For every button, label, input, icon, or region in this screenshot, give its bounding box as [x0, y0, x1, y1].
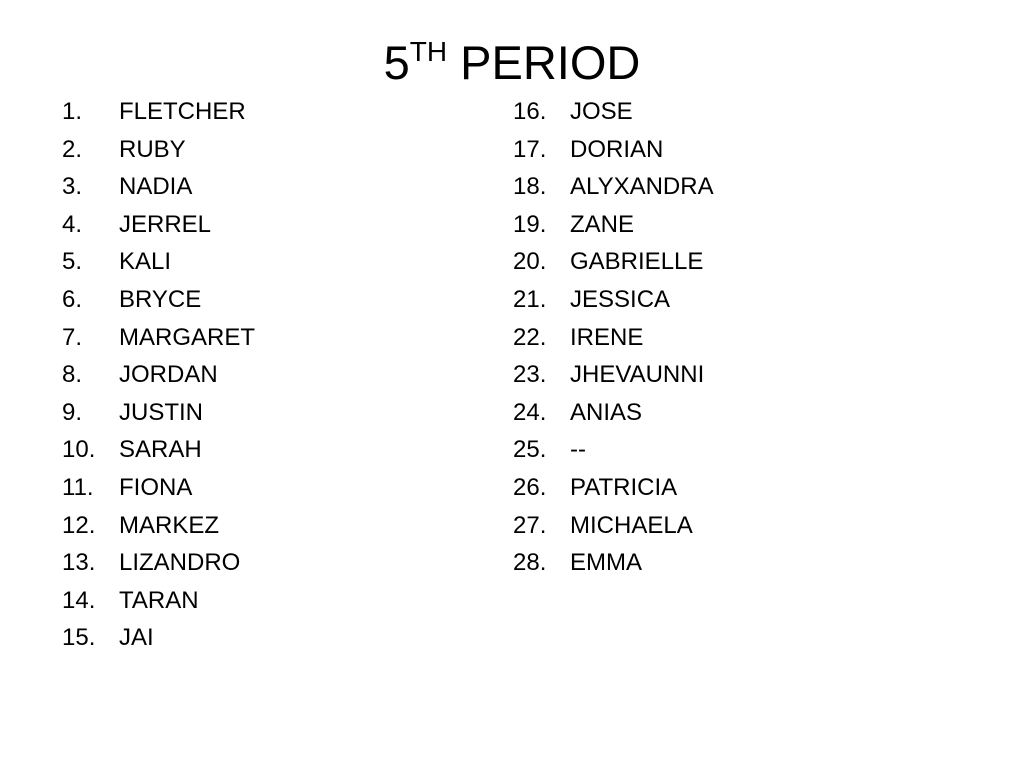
list-item-number: 17.: [513, 135, 547, 163]
list-item-number: 7.: [62, 323, 83, 351]
list-item: [62, 93, 255, 131]
list-item-number: 25.: [513, 436, 547, 464]
roster-column-left: [62, 93, 255, 657]
list-item-name: RUBY: [119, 135, 186, 163]
list-item: [513, 507, 714, 545]
list-item-number: 28.: [513, 549, 547, 577]
list-item: [513, 168, 714, 206]
list-item-number: 8.: [62, 361, 83, 389]
list-item-name: JORDAN: [119, 361, 218, 389]
list-item: [513, 93, 714, 131]
list-item-number: 6.: [62, 285, 83, 313]
list-item-name: MARKEZ: [119, 511, 220, 539]
list-item-number: 4.: [62, 210, 83, 238]
list-item-name: GABRIELLE: [570, 248, 704, 276]
list-item-name: LIZANDRO: [119, 549, 241, 577]
list-item: [62, 243, 255, 281]
title-rest: PERIOD: [447, 36, 641, 89]
list-item: [513, 431, 714, 469]
list-item-number: 9.: [62, 398, 83, 426]
list-item: [513, 281, 714, 319]
list-item-number: 26.: [513, 473, 547, 501]
list-item-name: ANIAS: [570, 398, 643, 426]
list-item: [513, 319, 714, 357]
list-item: [513, 544, 714, 582]
roster-column-right: [513, 93, 714, 582]
list-item-name: NADIA: [119, 173, 193, 201]
list-item: [513, 469, 714, 507]
list-item: [62, 431, 255, 469]
title-superscript: TH: [409, 36, 448, 67]
list-item-name: JUSTIN: [119, 398, 203, 426]
list-item-number: 12.: [62, 511, 96, 539]
list-item-name: MARGARET: [119, 323, 256, 351]
list-item-number: 18.: [513, 173, 547, 201]
list-item-name: TARAN: [119, 586, 199, 614]
list-item: [513, 394, 714, 432]
list-item-name: EMMA: [570, 549, 642, 577]
list-item: [62, 168, 255, 206]
list-item-number: 27.: [513, 511, 547, 539]
page-title: [0, 34, 1024, 92]
list-item: [62, 469, 255, 507]
list-item: [62, 319, 255, 357]
list-item-number: 16.: [513, 98, 547, 125]
list-item-number: 1.: [62, 98, 83, 125]
list-item-number: 13.: [62, 549, 96, 577]
list-item-number: 15.: [62, 624, 96, 652]
list-item-name: ZANE: [570, 210, 635, 238]
list-item-number: 5.: [62, 248, 83, 276]
list-item: [62, 507, 255, 545]
list-item-name: FLETCHER: [119, 98, 246, 125]
list-item: [62, 131, 255, 169]
list-item-number: 23.: [513, 361, 547, 389]
list-item-name: FIONA: [119, 473, 193, 501]
list-item: [513, 243, 714, 281]
list-item-number: 20.: [513, 248, 547, 276]
list-item: [62, 582, 255, 620]
list-item-name: JERREL: [119, 210, 212, 238]
list-item-number: 10.: [62, 436, 96, 464]
list-item: [62, 281, 255, 319]
list-item: [62, 206, 255, 244]
list-item-number: 24.: [513, 398, 547, 426]
list-item: [62, 544, 255, 582]
list-item: [62, 394, 255, 432]
list-item-name: JOSE: [570, 98, 633, 125]
list-item-number: 22.: [513, 323, 547, 351]
list-item-name: IRENE: [570, 323, 644, 351]
list-item-name: KALI: [119, 248, 172, 276]
list-item-number: 3.: [62, 173, 83, 201]
list-item-number: 19.: [513, 210, 547, 238]
list-item-number: 11.: [62, 473, 94, 501]
list-item-name: JESSICA: [570, 285, 671, 313]
list-item: [62, 356, 255, 394]
list-item-name: JHEVAUNNI: [570, 361, 705, 389]
list-item-number: 21.: [513, 285, 547, 313]
list-item-name: MICHAELA: [570, 511, 693, 539]
list-item-name: JAI: [119, 624, 154, 652]
list-item-name: BRYCE: [119, 285, 202, 313]
list-item-name: PATRICIA: [570, 473, 678, 501]
list-item-number: 2.: [62, 135, 83, 163]
list-item: [62, 619, 255, 657]
list-item-name: SARAH: [119, 436, 202, 464]
list-item: [513, 206, 714, 244]
list-item: [513, 131, 714, 169]
title-main: 5: [383, 36, 410, 89]
list-item: [513, 356, 714, 394]
list-item-name: ALYXANDRA: [570, 173, 714, 201]
list-item-number: 14.: [62, 586, 96, 614]
list-item-name: DORIAN: [570, 135, 664, 163]
list-item-name: --: [570, 436, 586, 464]
